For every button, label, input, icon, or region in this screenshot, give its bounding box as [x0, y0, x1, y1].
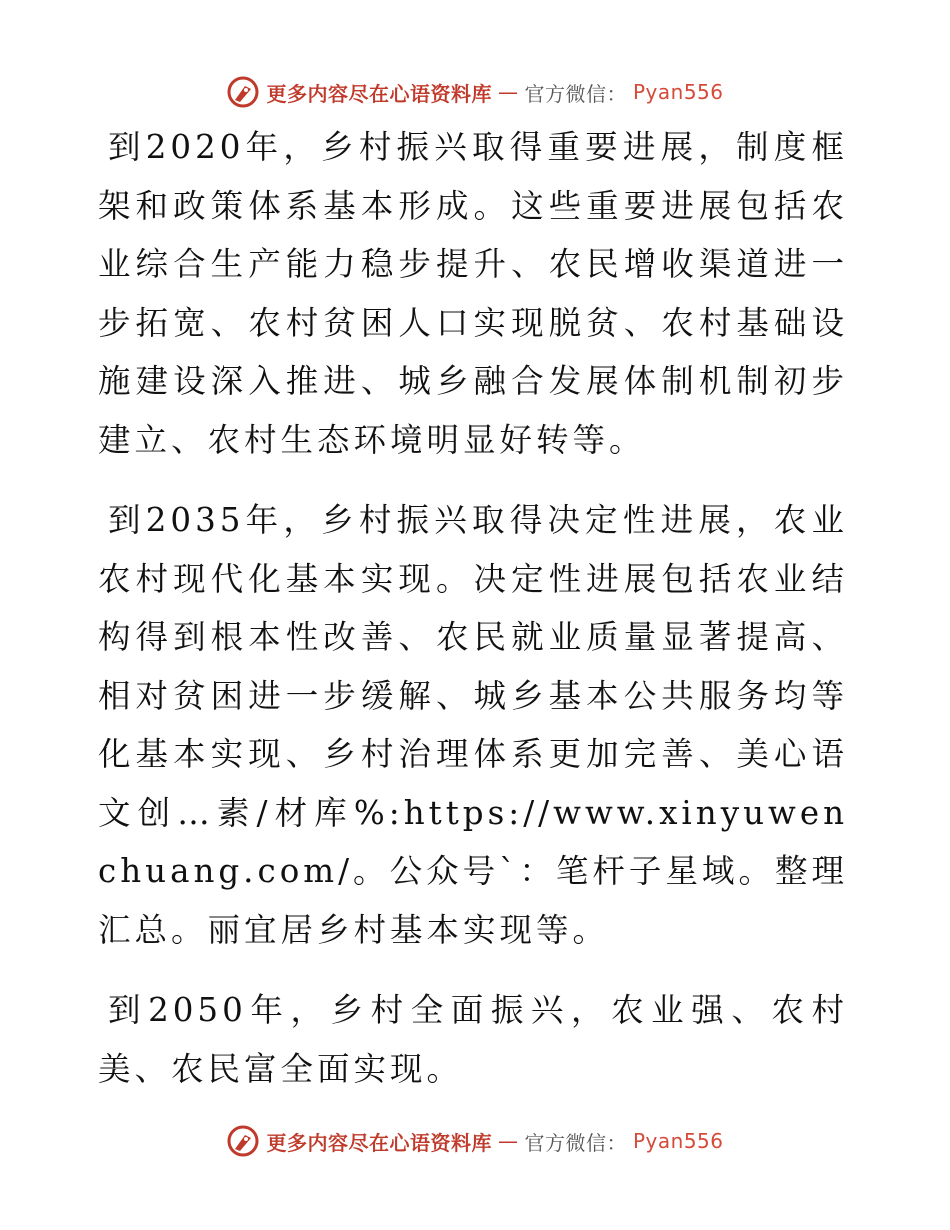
document-body — [98, 118, 848, 1120]
paragraph-2020: 到2020年，乡村振兴取得重要进展，制度框架和政策体系基本形成。这些重要进展包括农业综合生产能力稳步提升、农民增收渠道进一步拓宽、农村贫困人口实现脱贫、农村基础设施建设深入推进、城乡融合发展体制机制初步建立、农村生态环境明显好转等。 — [98, 128, 848, 459]
watermark-separator: — — [497, 80, 519, 104]
watermark-wechat-id: Pyan556 — [632, 1129, 724, 1153]
footer-watermark — [0, 1121, 950, 1161]
watermark-main-text: 更多内容尽在心语资料库 — [266, 81, 492, 106]
paragraph-2035: 到2035年，乡村振兴取得决定性进展，农业农村现代化基本实现。决定性进展包括农业结构得到根本性改善、农民就业质量显著提高、相对贫困进一步缓解、城乡基本公共服务均等化基本实现、乡村治理体系更加完善、美心语文创…素/材库%:https://www.xinyuwenchuang.com/。公众号`：笔杆子星域。整理汇总。丽宜居乡村基本实现等。 — [98, 501, 848, 949]
pen-nib-logo-icon — [226, 75, 260, 109]
header-watermark — [0, 72, 950, 112]
watermark-official-label: 官方微信： — [524, 81, 627, 106]
watermark-main-text: 更多内容尽在心语资料库 — [266, 1130, 492, 1155]
paragraph-2050: 到2050年，乡村全面振兴，农业强、农村美、农民富全面实现。 — [98, 991, 848, 1088]
pen-nib-logo-icon — [226, 1124, 260, 1158]
watermark-separator: — — [497, 1129, 519, 1153]
watermark-wechat-id: Pyan556 — [632, 80, 724, 104]
watermark-official-label: 官方微信： — [524, 1130, 627, 1155]
